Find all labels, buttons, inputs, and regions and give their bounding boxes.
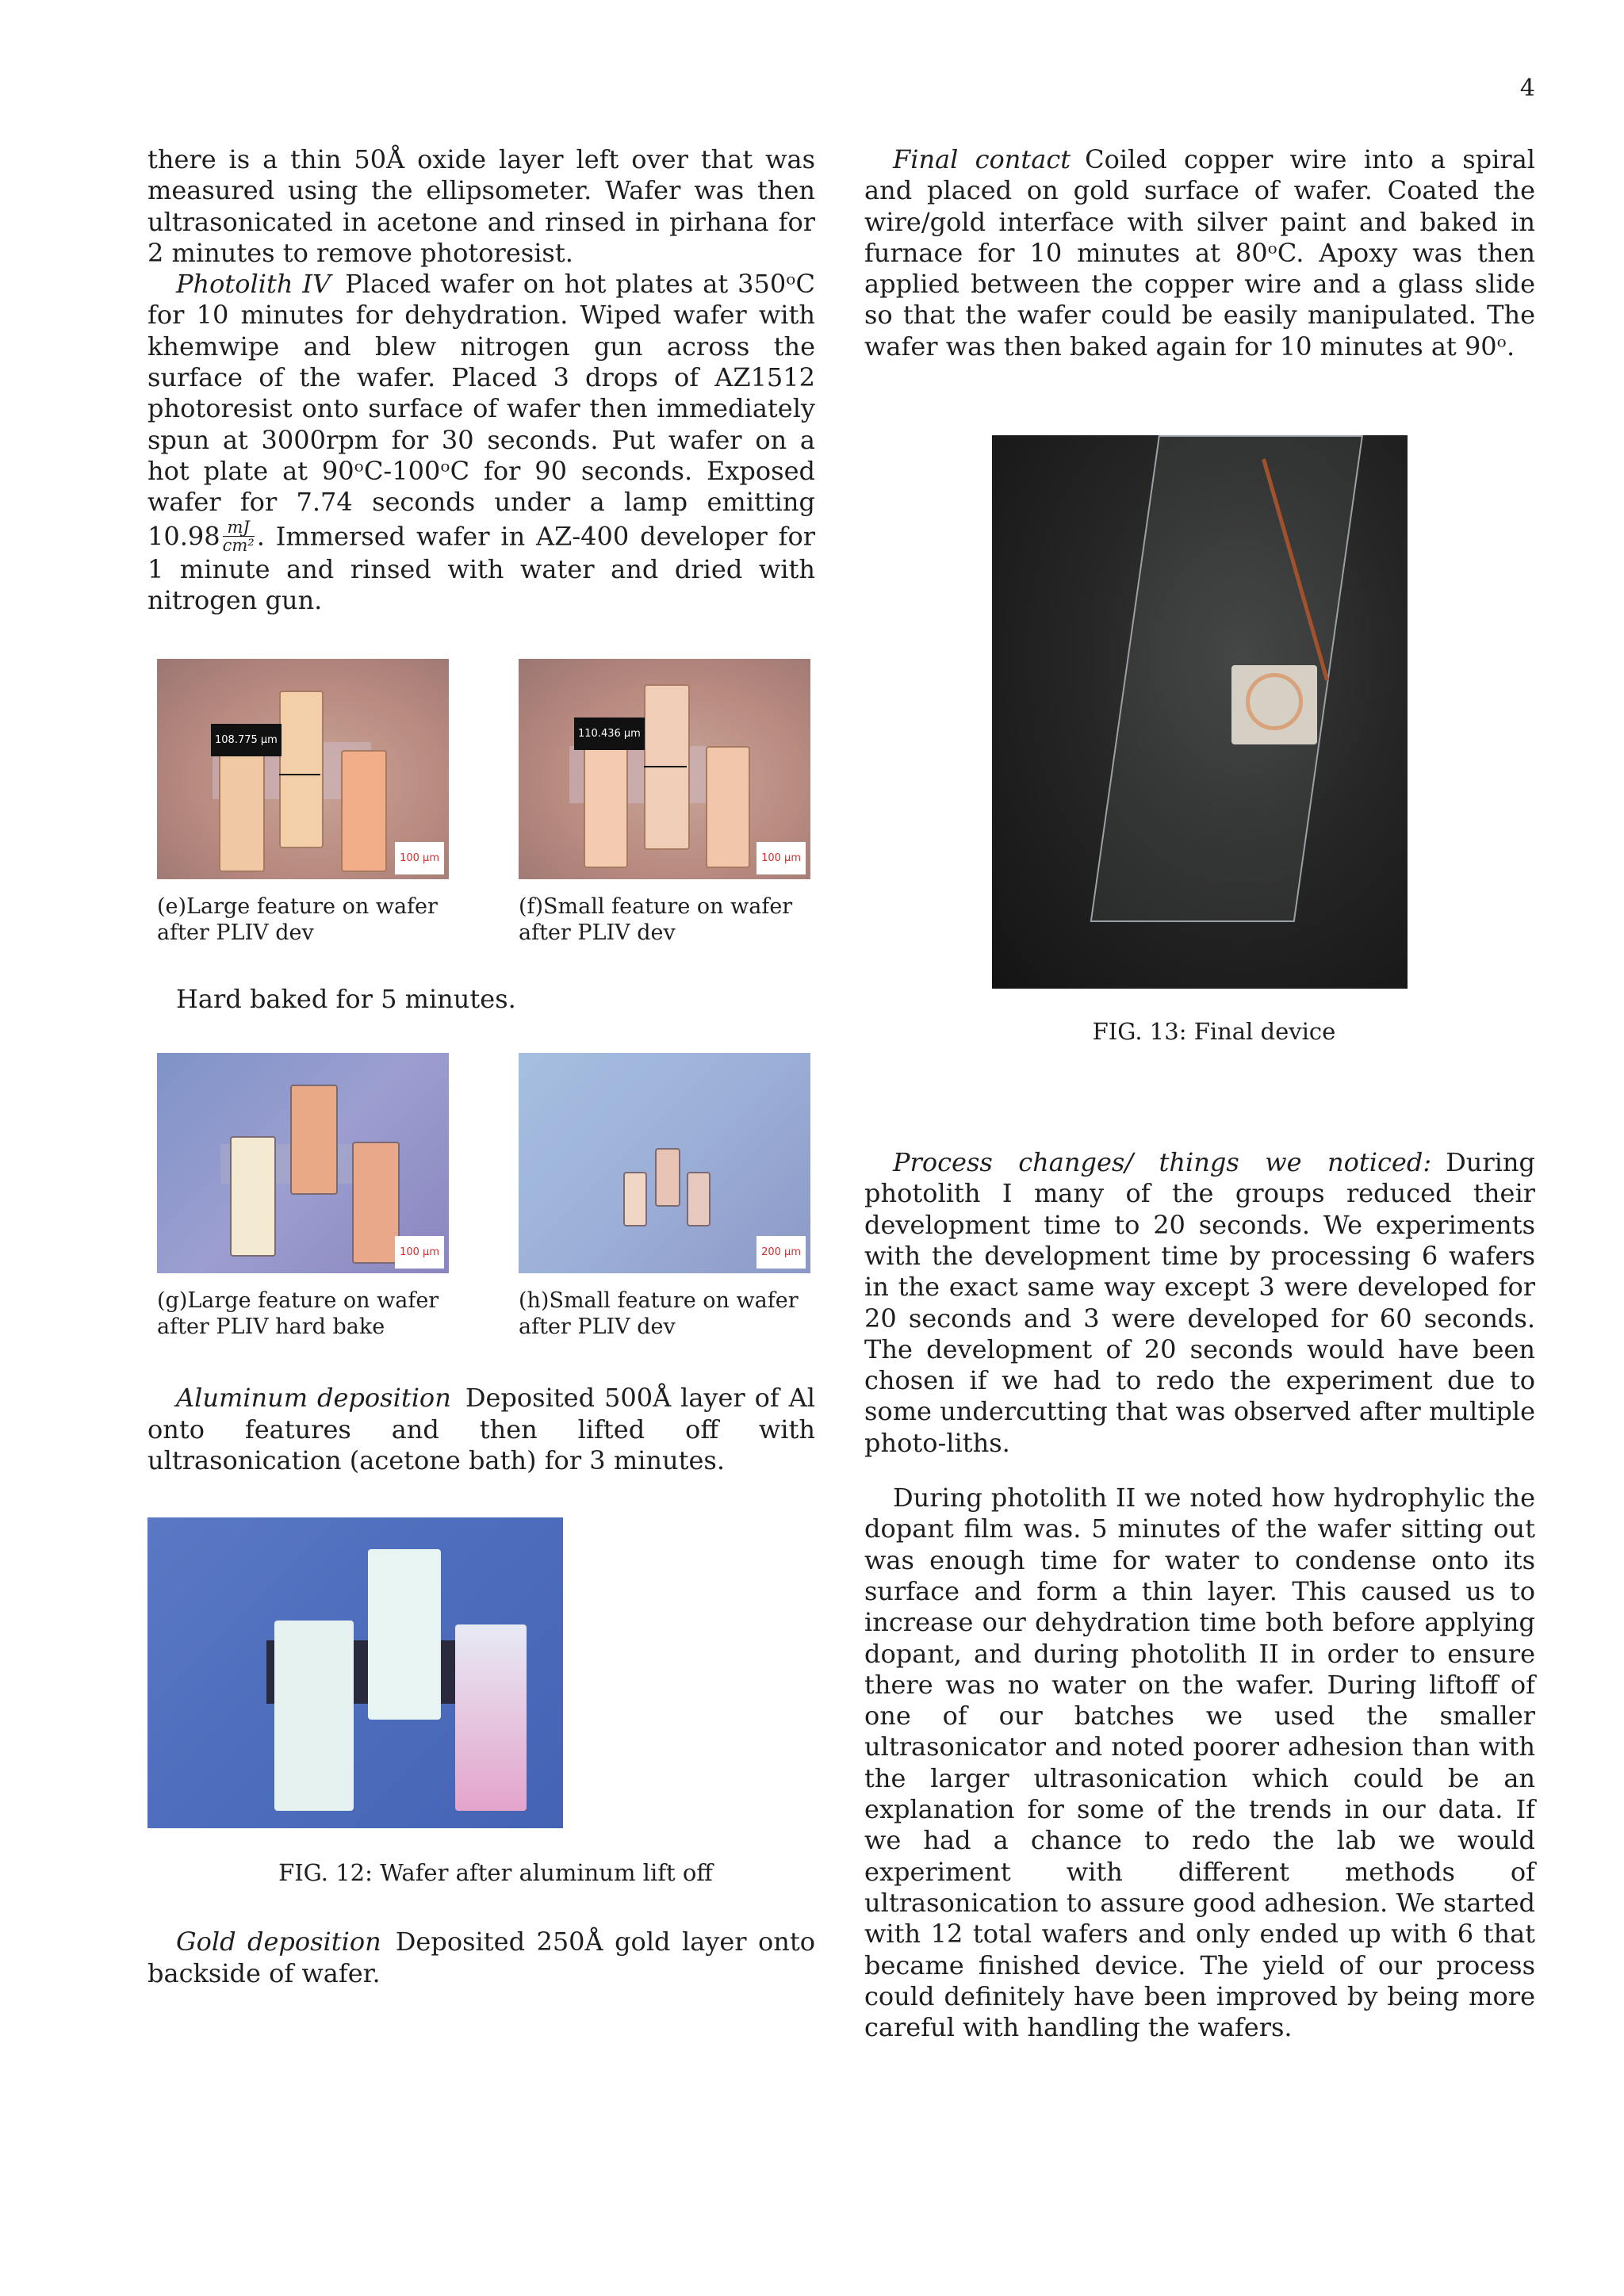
micrograph-e [157,659,449,879]
paragraph-photolith-ii: During photolith II we noted how hydrophylic the dopant film was. 5 minutes of the wafer sitting out was enough time for water to condense onto its surface and form a thin layer. This caused us to increase our dehydration time both before applying dopant, and during photolith II in order to ensure there was no water on the wafer. During liftoff of one of our batches we used the smaller ultrasonicator and noted poorer adhesion than with the larger ultrasonication which could be an explanation for some of the trends in our data. If we had a chance to redo the lab we would experiment with different methods of ultrasonication to assure good adhesion. We started with 12 total wafers and only ended up with 6 that became finished device. The yield of our process could definitely have been improved by being more careful with handling the wafers. [864,1483,1535,2043]
subfigure-row-gh [157,1053,815,1340]
pad-left [584,746,628,868]
process-changes-heading: Process changes/ things we noticed: [893,1147,1432,1178]
final-contact-body: Coiled copper wire into a spiral and placed on gold surface of wafer. Coated the wire/gold interface with silver paint and baked in furnace for 10 minutes at 80ᵒC. Apoxy was then applied between the copper wire and a glass slide so that the wafer could be easily manipulated. The wafer was then baked again for 10 minutes at 90ᵒ. [864,144,1536,362]
photolith-iv-heading: Photolith IV [176,269,331,300]
measure-line [279,774,320,775]
caption-g: (g)Large feature on wafer after PLIV hard bake [157,1288,439,1340]
scale-bar: 100 µm [756,842,806,874]
scale-bar: 100 µm [395,842,444,874]
paragraph-oxide: there is a thin 50Å oxide layer left over that was measured using the ellipsometer. Wafer was then ultrasonicated in acetone and rinsed in pirhana for 2 minutes to remove photoresist. [147,144,815,268]
aluminum-heading: Aluminum deposition [176,1383,451,1414]
subfigure-row-ef [157,659,815,946]
pad-left [274,1621,354,1811]
fraction-denominator: cm² [222,535,255,555]
paragraph-hard-baked: Hard baked for 5 minutes. [176,984,516,1015]
gold-body: Deposited 250Å gold layer onto backside of wafer. [147,1927,816,1988]
micrograph-g [157,1053,449,1273]
pad-right [706,746,750,868]
measure-line [644,766,687,767]
photolith-iv-tail: . Immersed wafer in AZ-400 developer for 1 minute and rinsed with water and dried with nitrogen gun. [147,521,815,615]
caption-f: (f)Small feature on wafer after PLIV dev [519,894,793,946]
pad-left [623,1172,647,1226]
subfigure-f [519,659,814,946]
caption-h: (h)Small feature on wafer after PLIV dev [519,1288,799,1340]
figure-12-image [147,1517,563,1828]
pad-left [219,750,265,872]
paragraph-photolith-iv [147,269,815,616]
measurement-label: 108.775 µm [211,724,282,756]
pad-center [368,1549,441,1720]
pad-right [352,1142,400,1264]
right-column [864,144,1535,2043]
photolith-iv-body: Placed wafer on hot plates at 350ᵒC for 10 minutes for dehydration. Wiped wafer with khemwipe and blew nitrogen gun across the surface of the wafer. Placed 3 drops of AZ1512 photoresist onto surface of wafer then immediately spun at 3000rpm for 30 seconds. Put wafer on a hot plate at 90ᵒC-100ᵒC for 90 seconds. Exposed wafer for 7.74 seconds under a lamp emitting 10.98 [147,269,816,552]
figure-13-caption: FIG. 13: Final device [1092,1018,1336,1046]
gold-heading: Gold deposition [176,1927,381,1957]
paragraph-process-changes [864,1147,1535,1459]
pad-left [230,1136,276,1257]
pad-right [455,1624,527,1811]
measurement-label: 110.436 µm [574,718,645,750]
figure-12-caption: FIG. 12: Wafer after aluminum lift off [278,1859,713,1887]
process-changes-body: During photolith I many of the groups reduced their development time to 20 seconds. We experiments with the development time by processing 6 wafers in the exact same way except 3 were developed for 20 seconds and 3 were developed for 60 seconds. The development of 20 seconds would have been chosen if we had to redo the experiment due to some undercutting that was observed after multiple photo-liths. [864,1147,1535,1458]
caption-e: (e)Large feature on wafer after PLIV dev [157,894,438,946]
unit-fraction [223,519,255,554]
copper-coil [1246,673,1303,730]
pad-right [687,1172,710,1226]
page-number: 4 [1519,75,1535,102]
paragraph-aluminum [147,1383,815,1476]
pad-center [279,691,324,848]
scale-bar: 200 µm [756,1236,806,1269]
glass-slide [1090,435,1363,922]
paragraph-final-contact [864,144,1535,362]
subfigure-e [157,659,452,946]
left-column [147,144,815,1989]
fraction-numerator: mJ [223,519,255,537]
pad-center [655,1148,680,1207]
micrograph-h [519,1053,810,1273]
figure-13-image [992,435,1408,989]
aluminum-body: Deposited 500Å layer of Al onto features and then lifted off with ultrasonication (acetone bath) for 3 minutes. [147,1383,816,1476]
micrograph-f [519,659,810,879]
subfigure-h [519,1053,814,1340]
subfigure-g [157,1053,452,1340]
paragraph-gold [147,1927,815,1989]
final-contact-heading: Final contact [893,144,1071,174]
scale-bar: 100 µm [395,1236,444,1269]
pad-right [341,750,387,872]
pad-center [290,1085,338,1195]
